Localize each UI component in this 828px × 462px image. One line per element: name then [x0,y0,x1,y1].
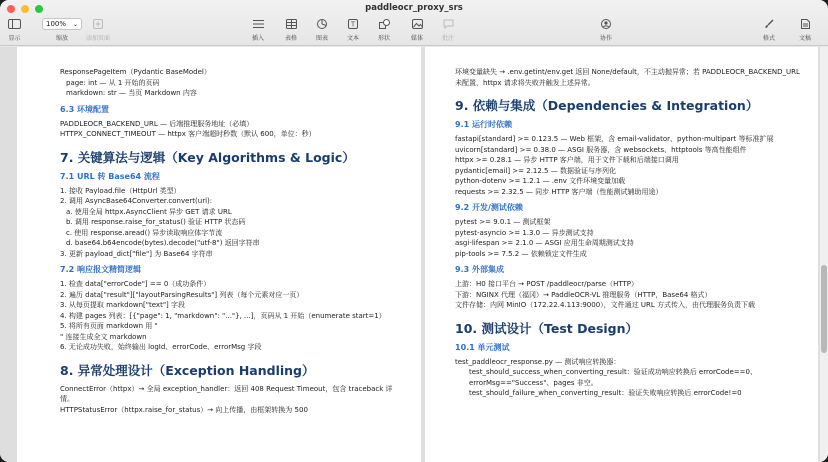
list-item: 5. 将所有页面 markdown 用 " [60,322,158,330]
sidebar-icon [8,18,21,29]
text-line: HTTPX_CONNECT_TIMEOUT — httpx 客户端超时秒数（默认 600，单位：秒） [60,130,316,138]
svg-text:T: T [350,20,356,29]
scrollbar-thumb[interactable] [821,265,827,353]
section-heading: 9.2 开发/测试依赖 [455,203,523,212]
table-button[interactable] [285,18,297,42]
list-item: 3. 更新 payload_dict["file"] 为 Base64 字符串 [60,249,213,258]
list-item: 4. 构建 pages 列表：[{"page": 1, "markdown": "..."}, ...]，页码从 1 开始（enumerate start=1） [60,311,386,320]
text-button[interactable] [347,18,359,42]
media-button[interactable] [411,18,423,42]
comment-button[interactable] [442,18,454,42]
page-left[interactable] [17,47,421,462]
format-label: 格式 [763,35,776,42]
add-page-label: 添加页面 [86,35,111,42]
insert-label: 插入 [252,35,265,42]
title-bar [0,0,828,46]
window-title: paddleocr_proxy_srs [365,3,463,13]
chapter-heading: 9. 依赖与集成（Dependencies & Integration） [455,98,759,113]
list-item: c. 使用 response.aread() 异步读取响应体字节流 [66,228,223,237]
text-box-icon [348,18,358,29]
collaborate-button[interactable] [600,18,612,42]
list-item: 1. 检查 data["errorCode"] == 0（成功条件） [60,280,211,288]
document-icon [801,18,810,29]
document-canvas[interactable] [0,47,828,462]
chevron-down-icon: ⌄ [72,20,78,28]
document-button[interactable] [799,18,811,42]
table-label: 表格 [285,35,298,42]
list-item: 2. 调用 AsyncBase64Converter.convert(url): [60,197,213,205]
text-line: 环境变量缺失 → .env.getint/env.get 返回 None/default，不主动抛异常；若 PADDLEOCR_BACKEND_URL 未配置，httpx 请求将失败并触发上述异常。 [455,68,800,87]
list-item: 2. 遍历 data["result"]["layoutParsingResults"] 列表（每个元素对应一页） [60,290,304,299]
list-item: pytest >= 9.0.1 — 测试框架 [455,218,551,226]
text-line: page: int — 从 1 开始的页码 [66,78,160,87]
page-right[interactable] [425,47,818,462]
section-heading: 9.3 外部集成 [455,265,504,274]
list-item: 1. 接收 Payload.file（HttpUrl 类型） [60,186,181,195]
chapter-heading: 10. 测试设计（Test Design） [455,320,639,336]
table-icon [286,18,297,29]
vertical-scrollbar[interactable] [820,47,828,462]
list-item: asgi-lifespan >= 2.1.0 — ASGI 应用生命周期测试支持 [455,239,634,247]
pie-chart-icon [317,18,327,29]
chapter-heading: 7. 关键算法与逻辑（Key Algorithms & Logic） [60,149,355,165]
list-item: 3. 从每页提取 markdown["text"] 字段 [60,301,185,309]
list-item: httpx >= 0.28.1 — 异步 HTTP 客户端，用于文件下载和后端接口调用 [455,156,679,164]
list-item: 6. 无论成功失败，始终输出 logId、errorCode、errorMsg 字段 [60,343,262,351]
comment-label: 批注 [442,35,455,42]
comment-icon [443,18,454,29]
section-heading: 9.1 运行时依赖 [455,120,512,129]
zoom-value: 100% [46,20,67,28]
view-label: 显示 [8,35,21,42]
text-line: ResponsePageItem（Pydantic BaseModel） [60,68,211,76]
view-button[interactable] [8,18,21,42]
list-item: d. base64.b64encode(bytes).decode("utf-8") 返回字符串 [66,239,260,247]
zoom-label: 缩放 [55,35,68,42]
list-item: pydantic[email] >= 2.12.5 — 数据验证与序列化 [455,166,616,175]
section-heading: 6.3 环境配置 [60,104,109,114]
list-item: 上游：H0 接口平台 → POST /paddleocr/parse（HTTP） [455,280,639,288]
text-line: HTTPStatusError（httpx.raise_for_status）→ 向上传播，由框架转换为 500 [60,405,308,414]
add-page-icon [93,18,103,29]
list-item: a. 使用全局 httpx.AsyncClient 异步 GET 请求 URL [66,207,232,216]
list-item: uvicorn[standard] >= 0.38.0 — ASGI 服务器，含 websockets、httptools 等高性能组件 [455,145,747,154]
list-item: 下游：NGINX 代理（福冈）→ PaddleOCR-VL 推理服务（HTTP，Base64 格式） [455,290,712,299]
photo-icon [412,18,423,29]
list-icon [253,18,264,29]
list-item: " 连接生成全文 markdown [60,332,147,341]
list-item: b. 调用 response.raise_for_status() 验证 HTTP 状态码 [66,218,246,226]
shape-icon [379,18,390,29]
shape-button[interactable] [378,18,390,42]
text-line: ConnectError（httpx）→ 全局 exception_handler：返回 408 Request Timeout，包含 traceback 详情。 [60,384,393,403]
insert-button[interactable] [252,18,264,42]
format-button[interactable] [763,18,775,42]
collaborate-label: 协作 [600,35,613,42]
section-heading: 10.1 单元测试 [455,342,510,352]
chapter-heading: 8. 异常处理设计（Exception Handling） [60,362,315,378]
list-item: test_paddleocr_response.py — 测试响应转换器： [455,357,621,366]
paintbrush-icon [764,18,774,29]
text-line: PADDLEOCR_BACKEND_URL — 后端推理服务地址（必填） [60,119,254,128]
section-heading: 7.1 URL 转 Base64 流程 [60,171,160,181]
list-item: pytest-asyncio >= 1.3.0 — 异步测试支持 [455,228,594,237]
list-item: requests >= 2.32.5 — 同步 HTTP 客户端（性能测试辅助用途） [455,187,663,196]
zoom-select[interactable] [42,18,82,30]
list-item: test_should_failure_when_converting_result：验证失败响应转换后 errorCode!=0 [469,389,742,397]
zoom-control[interactable] [42,18,82,42]
list-item: python-dotenv >= 1.2.1 — .env 文件环境变量加载 [455,177,626,185]
list-item: 文件存储：内网 MinIO（172.22.4.113:9000），文件通过 URL 方式传入，由代理服务负责下载 [455,301,755,309]
add-page-button[interactable] [86,18,110,42]
list-item: fastapi[standard] >= 0.123.5 — Web 框架，含 email-validator、python-multipart 等标准扩展 [455,135,774,143]
document-label: 文稿 [799,35,812,42]
chart-label: 图表 [316,35,329,42]
collaborate-icon [600,18,612,29]
section-heading: 7.2 响应报文精简逻辑 [60,265,141,274]
media-label: 媒体 [411,35,424,42]
list-item: test_should_success_when_converting_result：验证成功响应转换后 errorCode==0、errorMsg=="Success"、pages 非空。 [469,368,757,387]
shape-label: 形状 [378,35,391,42]
chart-button[interactable] [316,18,328,42]
text-label: 文本 [347,35,360,42]
list-item: pip-tools >= 7.5.2 — 依赖锁定文件生成 [455,249,587,258]
text-line: markdown: str — 当页 Markdown 内容 [66,89,197,97]
